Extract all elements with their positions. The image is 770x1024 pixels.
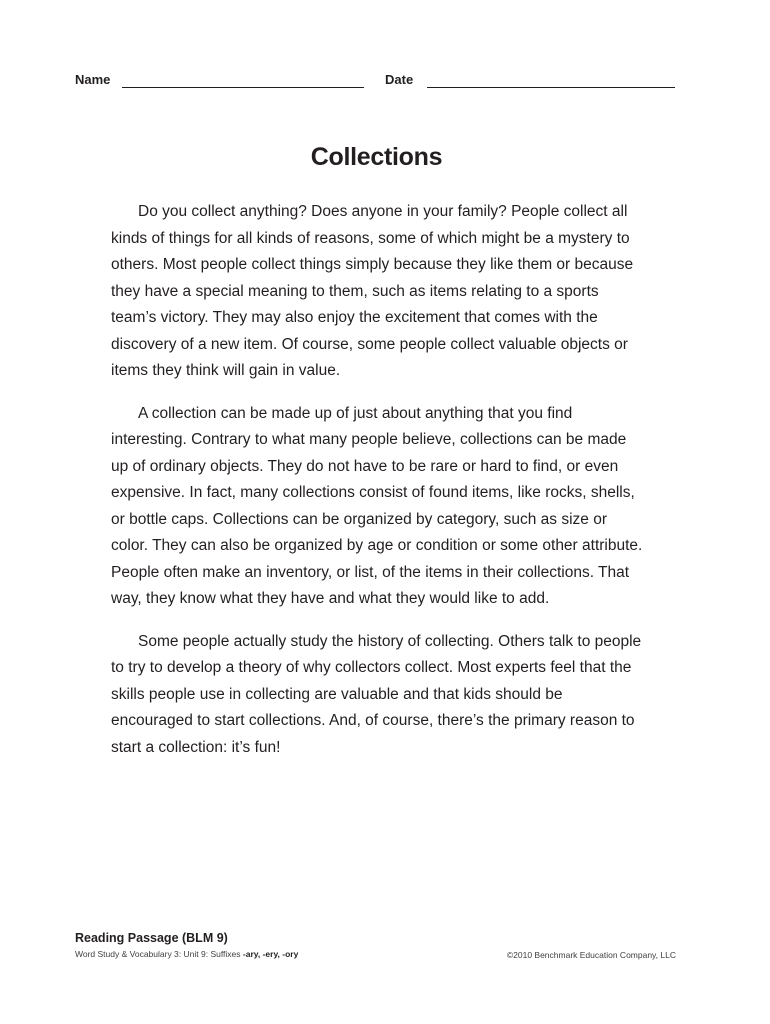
reading-passage [111,199,646,777]
date-label: Date [385,72,414,87]
name-label: Name [75,72,111,87]
footer-subtitle-suffixes: -ary, -ery, -ory [242,949,299,959]
paragraph-2: A collection can be made up of just about anything that you find interesting. Contrary to what many people believe, collections can be made up of ordinary objects. They do not have to be rare or hard to find, or even expensive. In fact, many collections consist of found items, like rocks, shells, or bottle caps. Collections can be organized by category, such as size or color. They can also be organized by age or condition or some other attribute. People often make an inventory, or list, of the items in their collections. That way, they know what they have and what they would like to add. [111,404,643,607]
footer-title: Reading Passage (BLM 9) [75,931,228,945]
paragraph-1: Do you collect anything? Does anyone in your family? People collect all kinds of things for all kinds of reasons, some of which might be a mystery to others. Most people collect things simply because they like them or because they have a special meaning to them, such as items relating to a sports team’s victory. They may also enjoy the excitement that comes with the discovery of a new item. Of course, some people collect valuable objects or items they think will gain in value. [111,203,634,379]
name-date-header [75,72,675,92]
name-blank-line [122,87,364,88]
date-blank-line [427,87,675,88]
footer-left [75,931,298,959]
copyright-notice: ©2010 Benchmark Education Company, LLC [506,950,676,960]
paragraph-3: Some people actually study the history of collecting. Others talk to people to try to develop a theory of why collectors collect. Most experts feel that the skills people use in collecting are valuable and that kids should be encouraged to start collections. And, of course, there’s the primary reason to start a collection: it’s fun! [111,632,642,756]
footer-subtitle [75,949,298,959]
footer-subtitle-prefix: Word Study & Vocabulary 3: Unit 9: Suffixes [75,949,243,959]
page-title: Collections [310,143,443,171]
